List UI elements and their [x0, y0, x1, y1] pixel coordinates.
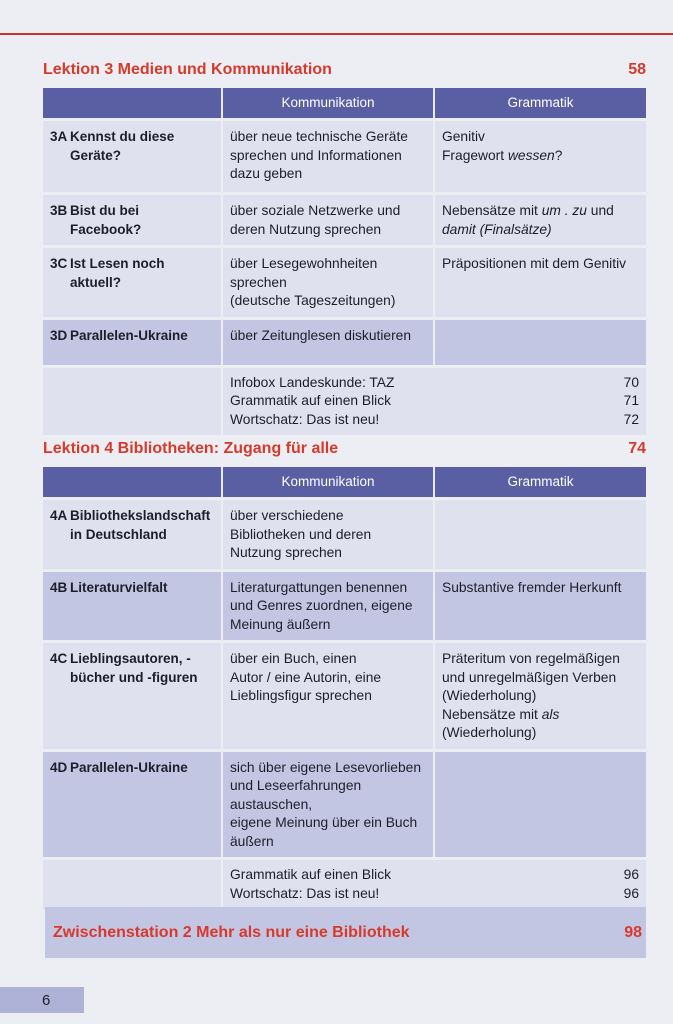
footer-entry	[230, 885, 639, 904]
unit-title-cell	[43, 194, 222, 247]
kommunikation-line: sprechen und Informationen	[230, 147, 402, 163]
kommunikation-line: über soziale Netzwerke und	[230, 203, 401, 218]
unit-title: Literaturvielfalt	[70, 579, 168, 595]
footer-row	[43, 859, 646, 910]
unit-code: 4B	[50, 579, 68, 595]
page-number-label: 6	[42, 991, 51, 1009]
unit-label	[50, 202, 214, 239]
unit-title-cell	[43, 499, 222, 571]
unit-title-cell	[43, 247, 222, 319]
lesson-4-title: Lektion 4 Bibliotheken: Zugang für alle	[43, 440, 339, 457]
kommunikation-cell	[222, 120, 434, 194]
footer-entry	[230, 374, 639, 393]
footer-entry-page: 96	[623, 867, 639, 882]
unit-title-cell	[43, 120, 222, 194]
footer-entry-text: Wortschatz: Das ist neu!	[230, 885, 380, 901]
unit-code: 4A	[50, 508, 68, 523]
kommunikation-cell	[222, 247, 434, 319]
kommunikation-line: Nutzung sprechen	[230, 545, 342, 560]
lesson-4-heading	[43, 436, 646, 462]
zwischenstation-bar	[45, 907, 646, 958]
unit-title: Parallelen-Ukraine	[70, 327, 188, 343]
grammatik-line: Präteritum von regelmäßigen	[442, 651, 620, 666]
unit-row	[43, 570, 646, 642]
grammatik-cell	[434, 642, 646, 751]
grammatik-cell	[434, 247, 646, 319]
top-red-rule	[0, 33, 673, 35]
kommunikation-line: Literaturgattungen benennen	[230, 579, 408, 595]
kommunikation-line: (deutsche Tageszeitungen)	[230, 293, 396, 308]
kommunikation-line: über Zeitunglesen diskutieren	[230, 327, 412, 343]
grammatik-cell	[434, 570, 646, 642]
unit-title-cell	[43, 642, 222, 751]
kommunikation-line: Bibliotheken und deren	[230, 526, 372, 542]
kommunikation-cell	[222, 642, 434, 751]
unit-row	[43, 194, 646, 247]
footer-blank-cell	[43, 366, 222, 435]
kommunikation-line: und Leseerfahrungen	[230, 778, 362, 793]
unit-row	[43, 318, 646, 366]
grammatik-line: damit (Finalsätze)	[442, 221, 552, 237]
unit-title-cell	[43, 750, 222, 859]
grammatik-cell	[434, 750, 646, 859]
kommunikation-line: über ein Buch, einen	[230, 651, 357, 666]
header-kommunikation: Kommunikation	[222, 467, 434, 499]
kommunikation-line: eigene Meinung über ein Buch	[230, 815, 418, 830]
unit-label	[50, 650, 214, 687]
grammatik-line: (Wiederholung)	[442, 725, 537, 740]
kommunikation-cell	[222, 570, 434, 642]
unit-row	[43, 642, 646, 751]
unit-code: 3C	[50, 256, 68, 271]
grammatik-line: Präpositionen mit dem Genitiv	[442, 256, 627, 271]
kommunikation-line: Autor / eine Autorin, eine	[230, 669, 382, 685]
header-grammatik: Grammatik	[434, 88, 646, 120]
lesson-4-table	[43, 467, 646, 909]
unit-row	[43, 120, 646, 194]
grammatik-line: Fragewort wessen?	[442, 147, 563, 163]
unit-title: Kennst du diese Geräte?	[70, 129, 175, 163]
kommunikation-line: sprechen	[230, 274, 287, 290]
unit-title: Bibliothekslandschaft in Deutschland	[70, 508, 211, 542]
footer-entry-page: 70	[623, 374, 639, 390]
unit-title: Lieblingsautoren, -bücher und -figuren	[70, 651, 198, 685]
page-number	[0, 987, 84, 1013]
unit-title-cell	[43, 570, 222, 642]
header-kommunikation: Kommunikation	[222, 88, 434, 120]
kommunikation-cell	[222, 750, 434, 859]
unit-row	[43, 499, 646, 571]
footer-entry-page: 72	[623, 411, 639, 427]
footer-cell	[222, 366, 646, 435]
grammatik-line: Substantive fremder Herkunft	[442, 579, 622, 595]
unit-label	[50, 128, 214, 165]
lesson-4-page: 74	[628, 440, 646, 457]
kommunikation-line: über Lesegewohnheiten	[230, 256, 378, 271]
footer-row	[43, 366, 646, 435]
grammatik-cell	[434, 120, 646, 194]
unit-label	[50, 327, 214, 346]
grammatik-line: Genitiv	[442, 129, 485, 144]
kommunikation-line: Meinung äußern	[230, 616, 331, 632]
footer-entry-text: Grammatik auf einen Blick	[230, 867, 392, 882]
grammatik-cell	[434, 499, 646, 571]
grammatik-cell	[434, 318, 646, 366]
grammatik-line: Nebensätze mit um . zu und	[442, 203, 614, 218]
kommunikation-line: dazu geben	[230, 166, 303, 181]
unit-label	[50, 579, 214, 598]
footer-entry-page: 71	[623, 393, 639, 408]
unit-title: Bist du bei Facebook?	[70, 203, 142, 237]
kommunikation-line: und Genres zuordnen, eigene	[230, 598, 413, 613]
unit-code: 4C	[50, 651, 68, 666]
footer-blank-cell	[43, 859, 222, 910]
kommunikation-line: über verschiedene	[230, 508, 344, 523]
kommunikation-line: äußern	[230, 833, 274, 849]
zwischenstation-title: Zwischenstation 2 Mehr als nur eine Bibliothek	[53, 923, 410, 941]
lesson-3-table	[43, 88, 646, 435]
footer-entry	[230, 866, 639, 885]
grammatik-line: und unregelmäßigen Verben	[442, 669, 617, 685]
unit-code: 3A	[50, 129, 68, 144]
kommunikation-line: austauschen,	[230, 796, 313, 812]
unit-row	[43, 750, 646, 859]
unit-row	[43, 247, 646, 319]
lesson-3-title: Lektion 3 Medien und Kommunikation	[43, 61, 332, 78]
unit-label	[50, 507, 214, 544]
footer-cell	[222, 859, 646, 910]
kommunikation-line: über neue technische Geräte	[230, 129, 408, 144]
footer-entry	[230, 392, 639, 411]
lesson-3-page: 58	[628, 61, 646, 78]
header-grammatik: Grammatik	[434, 467, 646, 499]
kommunikation-cell	[222, 318, 434, 366]
unit-code: 3B	[50, 203, 68, 218]
header-blank	[43, 467, 222, 499]
kommunikation-line: deren Nutzung sprechen	[230, 221, 382, 237]
unit-label	[50, 255, 214, 292]
footer-entry	[230, 411, 639, 430]
kommunikation-cell	[222, 499, 434, 571]
footer-entry-text: Infobox Landeskunde: TAZ	[230, 374, 395, 390]
kommunikation-line: sich über eigene Lesevorlieben	[230, 759, 421, 775]
zwischenstation-page: 98	[624, 923, 642, 941]
unit-code: 4D	[50, 759, 68, 775]
unit-code: 3D	[50, 327, 68, 343]
unit-title: Ist Lesen noch aktuell?	[70, 256, 165, 290]
kommunikation-line: Lieblingsfigur sprechen	[230, 688, 372, 703]
footer-entry-text: Wortschatz: Das ist neu!	[230, 411, 380, 427]
unit-title-cell	[43, 318, 222, 366]
unit-label	[50, 759, 214, 778]
unit-title: Parallelen-Ukraine	[70, 759, 188, 775]
lesson-3-heading	[43, 57, 646, 83]
kommunikation-cell	[222, 194, 434, 247]
header-blank	[43, 88, 222, 120]
grammatik-line: Nebensätze mit als	[442, 706, 560, 722]
footer-entry-page: 96	[623, 885, 639, 901]
footer-entry-text: Grammatik auf einen Blick	[230, 393, 392, 408]
grammatik-cell	[434, 194, 646, 247]
grammatik-line: (Wiederholung)	[442, 688, 537, 703]
